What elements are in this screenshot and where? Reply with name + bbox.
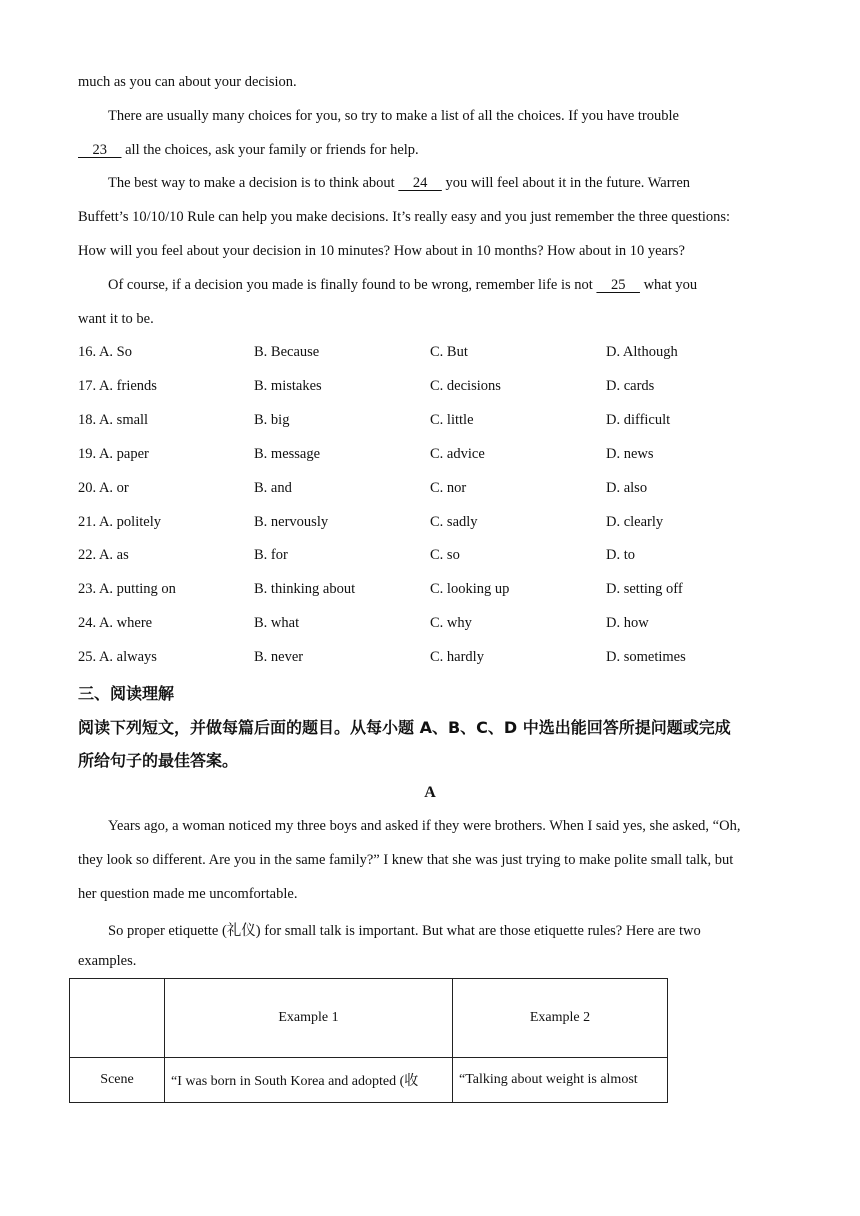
option-d: D. news [606, 446, 654, 462]
passage-text: The best way to make a decision is to think about [108, 175, 395, 191]
passage-line: How will you feel about your decision in 10 minutes? How about in 10 months? How about in 10 years? [78, 243, 685, 259]
question-22 [78, 547, 778, 569]
option-a: 25. A. always [78, 649, 157, 665]
option-d: D. difficult [606, 412, 671, 428]
question-21 [78, 514, 778, 536]
option-b: B. for [254, 547, 288, 563]
option-a: 21. A. politely [78, 514, 161, 530]
passage-text: you will feel about it in the future. Warren [445, 175, 691, 191]
table-row [70, 1058, 668, 1103]
option-d: D. also [606, 480, 648, 496]
passage-line: much as you can about your decision. [78, 74, 297, 90]
option-b: B. message [254, 446, 321, 462]
option-c: C. so [430, 547, 460, 563]
option-d: D. sometimes [606, 649, 686, 665]
option-a: 22. A. as [78, 547, 129, 563]
passage-label: A [424, 784, 436, 801]
table-header-row [70, 979, 668, 1058]
passage-line: There are usually many choices for you, so try to make a list of all the choices. If you have trouble [108, 108, 679, 124]
instruction-line: 阅读下列短文，并做每篇后面的题目。从每小题 A、B、C、D 中选出能回答所提问题或完成 [78, 718, 731, 737]
option-a: 20. A. or [78, 480, 129, 496]
passage-a-line: they look so different. Are you in the same family?” I knew that she was just trying to make polite small talk, but [78, 852, 734, 868]
passage-text: what you [643, 277, 698, 293]
table-cell: Example 1 [165, 979, 453, 1058]
option-a: 24. A. where [78, 615, 153, 631]
passage-a-line: her question made me uncomfortable. [78, 886, 298, 902]
option-a: 19. A. paper [78, 446, 149, 462]
question-18 [78, 412, 778, 434]
blank-25: 25 [596, 277, 640, 293]
table-cell [70, 979, 165, 1058]
option-b: B. and [254, 480, 292, 496]
question-24 [78, 615, 778, 637]
passage-text: all the choices, ask your family or friends for help. [125, 142, 419, 158]
question-25 [78, 649, 778, 671]
passage-line: want it to be. [78, 311, 154, 327]
option-a: 18. A. small [78, 412, 149, 428]
option-c: C. advice [430, 446, 485, 462]
option-b: B. Because [254, 344, 320, 360]
option-d: D. clearly [606, 514, 664, 530]
option-b: B. never [254, 649, 304, 665]
option-b: B. nervously [254, 514, 329, 530]
option-c: C. why [430, 615, 472, 631]
blank-24: 24 [398, 175, 442, 191]
question-23 [78, 581, 778, 603]
option-d: D. cards [606, 378, 655, 394]
option-d: D. Although [606, 344, 678, 360]
option-b: B. thinking about [254, 581, 356, 597]
question-20 [78, 480, 778, 502]
passage-text: Of course, if a decision you made is finally found to be wrong, remember life is not [108, 277, 593, 293]
option-d: D. how [606, 615, 649, 631]
instruction-line: 所给句子的最佳答案。 [78, 751, 239, 770]
passage-line [108, 175, 690, 192]
table-cell: Example 2 [453, 979, 668, 1058]
option-c: C. looking up [430, 581, 510, 597]
question-19 [78, 446, 778, 468]
passage-line [78, 142, 419, 159]
option-c: C. hardly [430, 649, 484, 665]
option-a: 16. A. So [78, 344, 132, 360]
passage-a-line: Years ago, a woman noticed my three boys and asked if they were brothers. When I said yes, she asked, “Oh, [108, 818, 741, 834]
passage-a-line: So proper etiquette (礼仪) for small talk is important. But what are those etiquette rules? Here are two [108, 923, 701, 939]
blank-23: 23 [78, 142, 122, 158]
question-16 [78, 344, 778, 366]
option-b: B. what [254, 615, 300, 631]
option-b: B. mistakes [254, 378, 322, 394]
etiquette-table [69, 978, 668, 1103]
option-d: D. to [606, 547, 635, 563]
table-cell: “I was born in South Korea and adopted (收 [165, 1058, 453, 1103]
option-c: C. little [430, 412, 474, 428]
section-heading: 三、阅读理解 [78, 684, 175, 703]
table-cell: “Talking about weight is almost [453, 1058, 668, 1103]
passage-line [108, 277, 697, 294]
option-d: D. setting off [606, 581, 683, 597]
option-c: C. nor [430, 480, 467, 496]
question-17 [78, 378, 778, 400]
passage-a-line: examples. [78, 953, 137, 969]
passage-line: Buffett’s 10/10/10 Rule can help you make decisions. It’s really easy and you just remember the three questions: [78, 209, 731, 225]
option-c: C. decisions [430, 378, 501, 394]
option-a: 17. A. friends [78, 378, 157, 394]
option-c: C. But [430, 344, 468, 360]
option-a: 23. A. putting on [78, 581, 176, 597]
table-cell: Scene [70, 1058, 165, 1103]
option-b: B. big [254, 412, 290, 428]
option-c: C. sadly [430, 514, 478, 530]
